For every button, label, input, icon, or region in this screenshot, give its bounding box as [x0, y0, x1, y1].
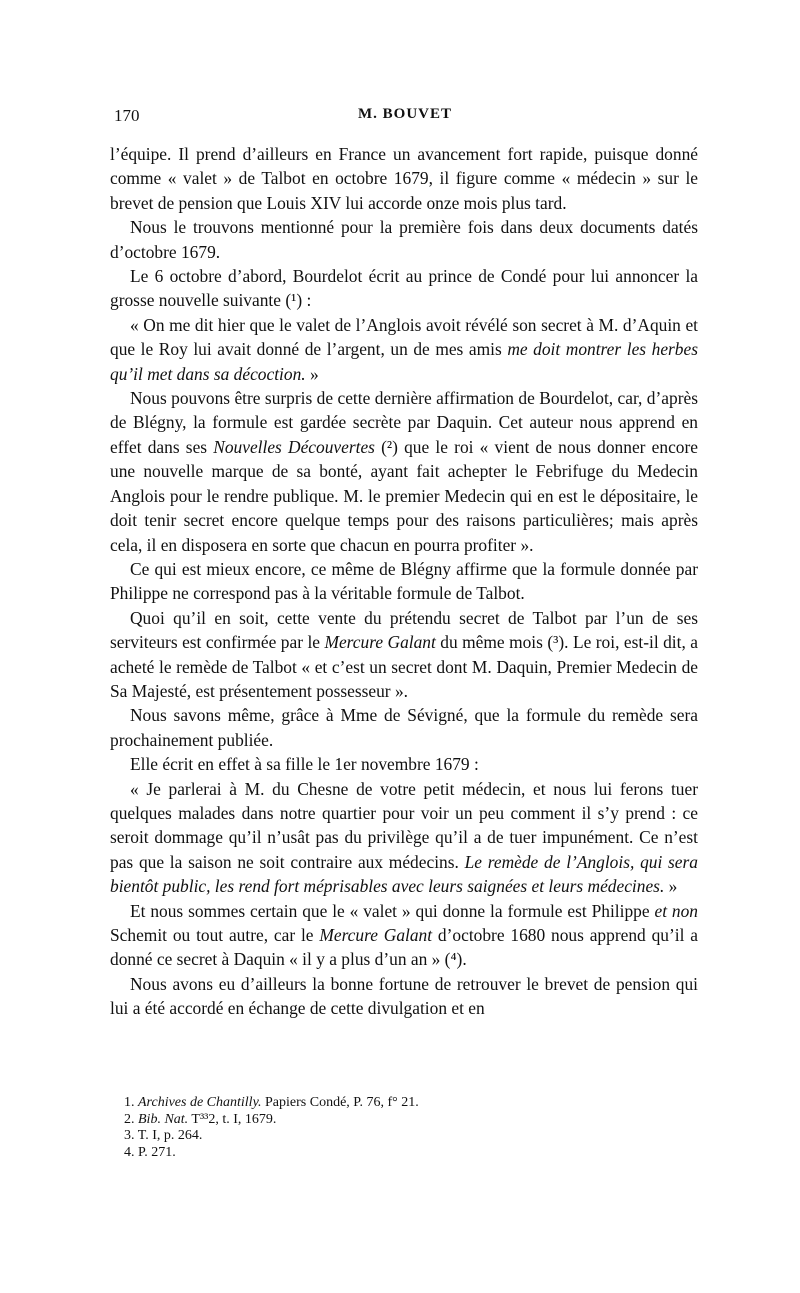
paragraph-7	[110, 606, 698, 704]
p11-text-end: d’octobre 1680 nous apprend qu’il a donné ce secret à Daquin « il y a plus d’un an » (⁴).	[110, 925, 698, 970]
p10-italic: Le remède de l’Anglois, qui sera bientôt public, les rend fort méprisables avec leurs saignées et leurs médecines.	[110, 851, 698, 897]
paragraph-10-quote	[110, 777, 698, 899]
page-number: 170	[114, 106, 140, 125]
paragraph-6: Ce qui est mieux encore, ce même de Blégny affirme que la formule donnée par Philippe ne correspond pas à la véritable formule de Talbot.	[110, 558, 698, 604]
p5-text: Nous pouvons être surpris de cette dernière affirmation de Bourdelot, car, d’après de Blégny, la formule est gardée secrète par Daquin. Cet auteur nous apprend en effet dans ses	[110, 388, 698, 457]
footnote-2	[110, 1112, 698, 1129]
fn1-num: 1.	[124, 1095, 138, 1110]
quote-close: »	[305, 363, 319, 384]
p11-italic: et non	[654, 900, 698, 921]
page-header	[114, 106, 696, 132]
paragraph-2: Nous le trouvons mentionné pour la première fois dans deux documents datés d’octobre 1679.	[110, 217, 698, 262]
journal-title: Mercure Galant	[324, 632, 436, 653]
p11-text: Et nous sommes certain que le « valet » qui donne la formule est Philippe	[130, 900, 655, 921]
paragraph-8: Nous savons même, grâce à Mme de Sévigné, que la formule du remède sera prochainement publiée.	[110, 705, 698, 750]
quote-text: « On me dit hier que le valet de l’Anglois avoit révélé son secret à M. d’Aquin et que le Roy lui avait donné de l’argent, un de mes amis	[110, 314, 698, 360]
fn1-source: Archives de Chantilly.	[138, 1095, 262, 1110]
fn2-num: 2.	[124, 1111, 138, 1127]
fn2-ref: T³³2, t. I, 1679.	[188, 1111, 277, 1127]
paragraph-11	[110, 899, 698, 972]
p10-close: »	[664, 876, 678, 897]
main-text	[110, 142, 698, 1021]
running-title: M. BOUVET	[357, 106, 452, 122]
paragraph-1: l’équipe. Il prend d’ailleurs en France un avancement fort rapide, puisque donné comme « valet » de Talbot en octobre 1679, il figure comme « médecin » sur le brevet de pension que Louis XIV lui accorde onze mois plus tard.	[110, 144, 698, 213]
quote-italic: me doit montrer les herbes qu’il met dans sa décoction.	[110, 339, 698, 384]
footnote-1	[110, 1095, 698, 1112]
paragraph-5	[110, 386, 698, 557]
fn1-ref: Papiers Condé, P. 76, f° 21.	[261, 1095, 419, 1110]
footnotes	[110, 1095, 698, 1161]
p11-text-2: Schemit ou tout autre, car le	[110, 925, 320, 945]
paragraph-9: Elle écrit en effet à sa fille le 1er novembre 1679 :	[130, 754, 479, 775]
footnote-3: 3. T. I, p. 264.	[124, 1128, 203, 1143]
p10-text: « Je parlerai à M. du Chesne de votre petit médecin, et nous lui ferons tuer quelques malades dans notre quartier pour voir un peu comment il s’y prend : ce seroit dommage qu’il n’usât pas du privilège qu’il a de tuer impunément. Ce n’est pas que la saison ne soit contraire aux médecins.	[110, 778, 698, 872]
fn2-source: Bib. Nat.	[138, 1111, 189, 1127]
footnote-4: 4. P. 271.	[124, 1144, 176, 1160]
paragraph-4-quote	[110, 313, 698, 386]
book-title: Nouvelles Découvertes	[213, 436, 375, 457]
p5-text-end: (²) que le roi « vient de nous donner encore une nouvelle marque de sa bonté, ayant fait achepter le Febrifuge du Medecin Anglois pour le rendre publique. M. le premier Medecin qui en est le dépositaire, le doit tenir secret encore quelque temps pour des raisons particulières; mais après cela, il en disposera en sorte que chacun en pourra profiter ».	[110, 436, 698, 555]
p11-journal-title: Mercure Galant	[319, 925, 433, 945]
p7-text: Quoi qu’il en soit, cette vente du prétendu secret de Talbot par l’un de ses serviteurs est confirmée par le	[110, 607, 698, 653]
paragraph-12: Nous avons eu d’ailleurs la bonne fortune de retrouver le brevet de pension qui lui a été accordé en échange de cette divulgation et en	[110, 973, 698, 1019]
p7-text-end: du même mois (³). Le roi, est-il dit, a acheté le remède de Talbot « et c’est un secret dont M. Daquin, Premier Medecin de Sa Majesté, est présentement possesseur ».	[110, 632, 698, 701]
paragraph-3: Le 6 octobre d’abord, Bourdelot écrit au prince de Condé pour lui annoncer la grosse nouvelle suivante (¹) :	[110, 266, 698, 311]
